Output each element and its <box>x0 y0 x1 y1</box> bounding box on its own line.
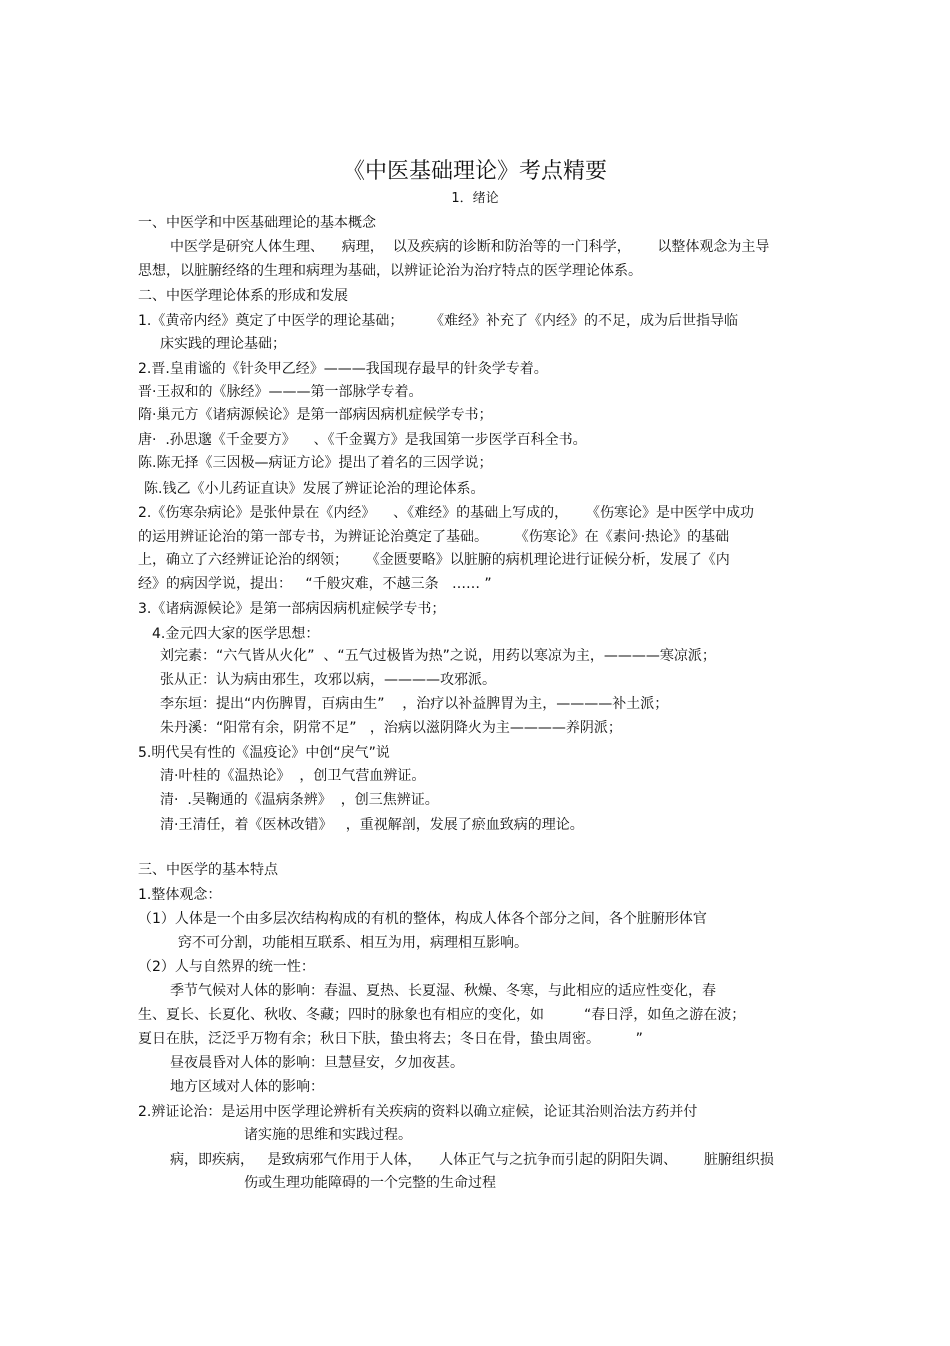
paragraph-line: 夏日在肤，泛泛乎万物有余；秋日下肤，蛰虫将去；冬日在骨，蛰虫周密。 ” <box>138 1031 643 1047</box>
paragraph-line: 唐· .孙思邈《千金要方》 、《千金翼方》是我国第一步医学百科全书。 <box>138 432 587 448</box>
paragraph-line: 床实践的理论基础； <box>160 336 286 352</box>
paragraph-line: 地方区域对人体的影响： <box>170 1079 324 1095</box>
paragraph-line: 2.辨证论治：是运用中医学理论辨析有关疾病的资料以确立症候，论证其治则治法方药并付 <box>138 1104 698 1120</box>
paragraph-line: 病，即疾病， 是致病邪气作用于人体， 人体正气与之抗争而引起的阴阳失调、 脏腑组织损 <box>170 1152 774 1168</box>
paragraph-line: 中医学是研究人体生理、 病理， 以及疾病的诊断和防治等的一门科学， 以整体观念为主导 <box>170 239 770 255</box>
paragraph-line: 2.晋.皇甫谧的《针灸甲乙经》———我国现存最早的针灸学专着。 <box>138 361 548 377</box>
heading-2: 二、中医学理论体系的形成和发展 <box>138 288 348 304</box>
paragraph-line: 刘完素：“六气皆从火化” 、“五气过极皆为热”之说，用药以寒凉为主，————寒凉派； <box>160 648 716 664</box>
paragraph-line: 清· .吴鞠通的《温病条辨》 ，创三焦辨证。 <box>160 792 439 808</box>
paragraph-line: 季节气候对人体的影响：春温、夏热、长夏湿、秋燥、冬寒，与此相应的适应性变化，春 <box>170 983 716 999</box>
paragraph-line: 5.明代吴有性的《温疫论》中创“戾气”说 <box>138 745 390 761</box>
paragraph-line: 1.整体观念： <box>138 887 222 903</box>
document-title: 《中医基础理论》考点精要 <box>342 159 607 184</box>
paragraph-line: 陈.陈无择《三因极—病证方论》提出了着名的三因学说； <box>138 455 493 471</box>
paragraph-line: 上，确立了六经辨证论治的纲领； 《金匮要略》以脏腑的病机理论进行证候分析，发展了《内 <box>138 552 730 568</box>
paragraph-line: 的运用辨证论治的第一部专书，为辨证论治奠定了基础。 《伤寒论》在《素问·热论》的基础 <box>138 529 730 545</box>
heading-1: 一、中医学和中医基础理论的基本概念 <box>138 215 376 231</box>
paragraph-line: 窍不可分割，功能相互联系、相互为用，病理相互影响。 <box>178 935 528 951</box>
paragraph-line: 晋·王叔和的《脉经》———第一部脉学专着。 <box>138 384 423 400</box>
paragraph-line: 4.金元四大家的医学思想： <box>152 626 320 642</box>
paragraph-line: 李东垣：提出“内伤脾胃，百病由生” ，治疗以补益脾胃为主，————补土派； <box>160 696 669 712</box>
paragraph-line: 思想，以脏腑经络的生理和病理为基础，以辨证论治为治疗特点的医学理论体系。 <box>138 263 642 279</box>
paragraph-line: 2.《伤寒杂病论》是张仲景在《内经》 、《难经》的基础上写成的， 《伤寒论》是中医学中成功 <box>138 505 754 521</box>
paragraph-line: 生、夏长、长夏化、秋收、冬藏；四时的脉象也有相应的变化，如 “春日浮，如鱼之游在波； <box>138 1007 746 1023</box>
paragraph-line: 经》的病因学说，提出： “千般灾难，不越三条 …… ” <box>138 576 492 592</box>
heading-3: 三、中医学的基本特点 <box>138 862 278 878</box>
paragraph-line: 清·叶桂的《温热论》 ，创卫气营血辨证。 <box>160 768 426 784</box>
paragraph-line: 陈.钱乙《小儿药证直诀》发展了辨证论治的理论体系。 <box>144 481 485 497</box>
paragraph-line: （1）人体是一个由多层次结构构成的有机的整体，构成人体各个部分之间，各个脏腑形体官 <box>138 911 707 927</box>
paragraph-line: 张从正：认为病由邪生，攻邪以病，————攻邪派。 <box>160 672 496 688</box>
paragraph-line: （2）人与自然界的统一性： <box>138 959 315 975</box>
paragraph-line: 伤或生理功能障碍的一个完整的生命过程 <box>244 1175 496 1191</box>
paragraph-line: 诸实施的思维和实践过程。 <box>244 1127 412 1143</box>
paragraph-line: 1.《黄帝内经》奠定了中医学的理论基础； 《难经》补充了《内经》的不足，成为后世指导临 <box>138 313 739 329</box>
document-subtitle: 1．绪论 <box>451 191 499 206</box>
paragraph-line: 3.《诸病源候论》是第一部病因病机症候学专书； <box>138 601 446 617</box>
paragraph-line: 昼夜晨昏对人体的影响：旦慧昼安，夕加夜甚。 <box>170 1055 464 1071</box>
paragraph-line: 清·王清任，着《医林改错》 ，重视解剖，发展了瘀血致病的理论。 <box>160 817 584 833</box>
paragraph-line: 隋·巢元方《诸病源候论》是第一部病因病机症候学专书； <box>138 407 493 423</box>
paragraph-line: 朱丹溪：“阳常有余，阴常不足” ，治病以滋阴降火为主————养阴派； <box>160 720 622 736</box>
